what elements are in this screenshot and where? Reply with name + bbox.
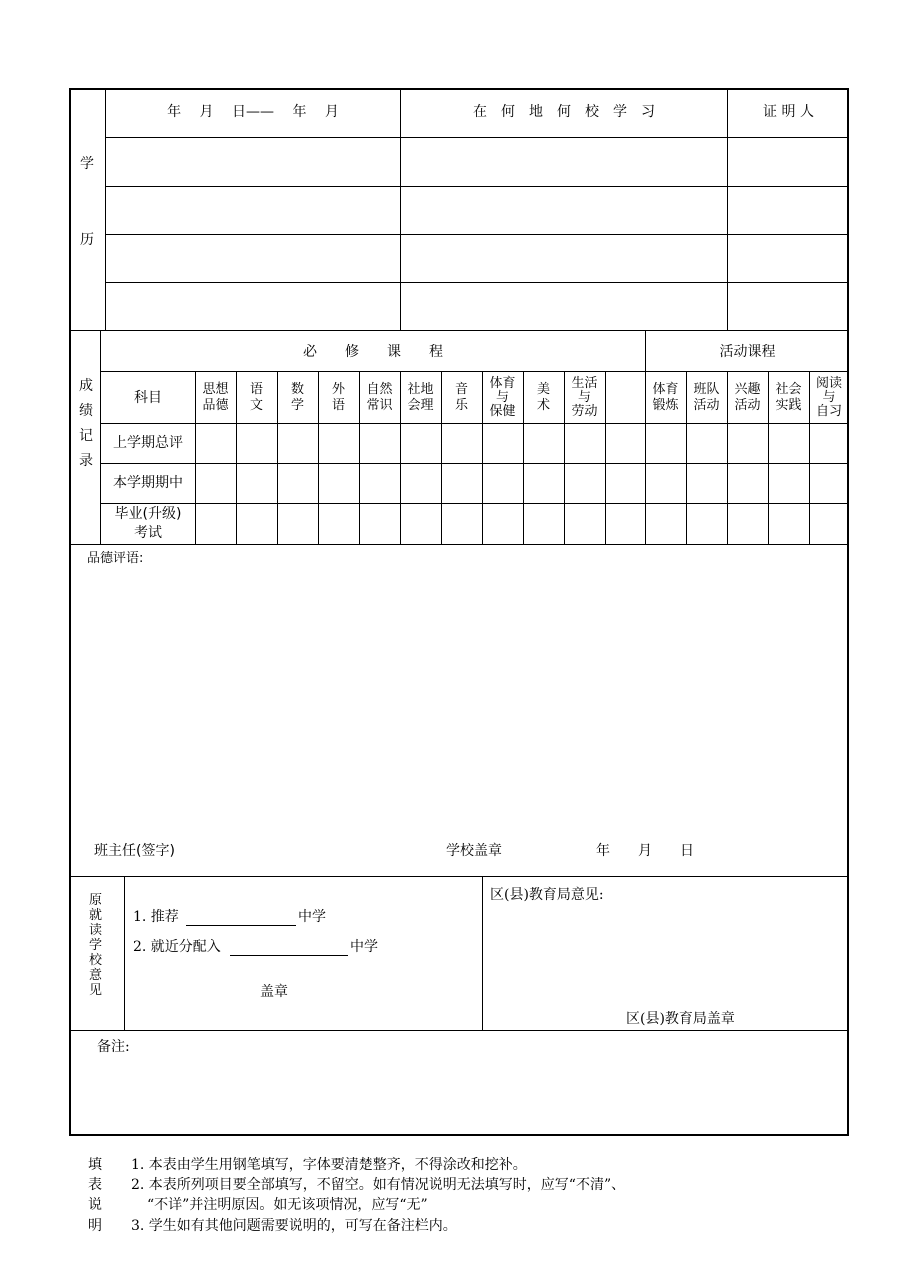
teacher-signature-label: 班主任(签字) [94, 843, 175, 859]
edu-col-divider-1 [400, 88, 401, 331]
subject-header-line: 语 [331, 397, 345, 413]
subject-header-line: 数 [290, 381, 304, 397]
grades-row-line-2 [100, 503, 849, 504]
subject-header-line: 阅读 [815, 375, 842, 391]
activity-courses-header: 活动课程 [719, 344, 776, 360]
subject-header-line: 班队 [693, 381, 720, 397]
school-opinion-side-char: 读 [89, 923, 103, 938]
edu-side-label-2: 历 [80, 232, 94, 248]
subject-header-line: 语 [249, 381, 263, 397]
comment-bottom-line [69, 876, 849, 877]
subject-header-line: 与 [822, 389, 836, 405]
subject-header-line: 乐 [454, 397, 468, 413]
instruction-line-4: 3. 学生如有其他问题需要说明的，可写在备注栏内。 [131, 1218, 457, 1234]
subject-header-line: 会理 [407, 397, 434, 413]
subject-header-line: 锻炼 [652, 397, 679, 413]
school-opinion-side-char: 见 [89, 983, 103, 998]
subject-header [277, 382, 318, 414]
edu-col-divider-2 [727, 88, 728, 331]
subject-header [359, 382, 400, 414]
activity-header [645, 382, 686, 414]
subject-header-line: 劳动 [571, 403, 598, 419]
subject-header-line: 常识 [366, 397, 393, 413]
required-courses-header: 必 修 课 程 [303, 344, 443, 360]
opinion-left-divider [124, 876, 125, 1031]
subject-header-line: 文 [249, 397, 263, 413]
subject-header-line: 与 [577, 389, 591, 405]
school-seal-label: 学校盖章 [446, 843, 502, 859]
form-frame [69, 88, 849, 1136]
opinion-mid-divider [482, 876, 483, 1031]
subject-header-line: 自习 [815, 403, 842, 419]
school-opinion-side-char: 就 [89, 908, 103, 923]
subject-header-line: 活动 [734, 397, 761, 413]
subject-header [400, 382, 441, 414]
assign-blank[interactable] [230, 955, 348, 956]
subject-header-line: 保健 [489, 403, 516, 419]
subject-header [195, 382, 236, 414]
subject-header-line: 品德 [202, 397, 229, 413]
assign-prefix: 2. 就近分配入 [133, 939, 221, 955]
opinion-bottom-line [69, 1030, 849, 1031]
activity-header [727, 382, 768, 414]
subject-header-line: 术 [536, 397, 550, 413]
remarks-label: 备注: [97, 1039, 130, 1055]
subject-header-line: 自然 [366, 381, 393, 397]
subject-header-line: 音 [454, 381, 468, 397]
bureau-opinion-label: 区(县)教育局意见: [490, 887, 604, 903]
subject-header [564, 377, 605, 419]
subject-header-line: 社会 [775, 381, 802, 397]
subject-header-line: 兴趣 [734, 381, 761, 397]
activity-header [809, 377, 849, 419]
grades-activity-divider [645, 330, 646, 545]
grades-side-label-3: 记 [79, 428, 93, 444]
subject-header [236, 382, 277, 414]
grades-side-label-1: 成 [79, 378, 93, 394]
subject-header-line: 实践 [775, 397, 802, 413]
subject-header [482, 377, 523, 419]
edu-row-line-2 [105, 186, 849, 187]
comment-label: 品德评语: [87, 551, 144, 566]
row-label-graduation: 毕业(升级) [114, 506, 182, 522]
subject-header [318, 382, 359, 414]
grades-side-label-2: 绩 [79, 403, 93, 419]
instructions-side-2: 表 [88, 1177, 102, 1193]
school-opinion-side-char: 校 [89, 953, 103, 968]
subject-header-line: 美 [536, 381, 550, 397]
subject-header-line: 活动 [693, 397, 720, 413]
school-opinion-side-char: 原 [89, 893, 103, 908]
grades-bottom-line [69, 544, 849, 545]
edu-header-witness: 证 明 人 [763, 104, 814, 120]
instructions-side-3: 说 [88, 1197, 102, 1213]
subject-header-line: 外 [331, 381, 345, 397]
subject-header-line: 思想 [202, 381, 229, 397]
instruction-line-1: 1. 本表由学生用钢笔填写，字体要清楚整齐，不得涂改和挖补。 [131, 1157, 527, 1173]
grades-side-label-4: 录 [79, 453, 93, 469]
recommend-suffix: 中学 [298, 909, 326, 925]
school-opinion-side-char: 意 [89, 968, 103, 983]
grades-subject-line [100, 423, 849, 424]
school-opinion-seal: 盖章 [260, 984, 288, 1000]
row-label-exam: 考试 [134, 525, 162, 541]
recommend-prefix: 1. 推荐 [133, 909, 179, 925]
instructions-side-4: 明 [88, 1218, 102, 1234]
edu-bottom-line [69, 330, 849, 331]
recommend-blank[interactable] [186, 925, 296, 926]
subject-header-line: 体育 [652, 381, 679, 397]
subject-header-line: 社地 [407, 381, 434, 397]
subject-label: 科目 [134, 390, 162, 406]
subject-header-line: 生活 [571, 375, 598, 391]
school-opinion-side-char: 学 [89, 938, 103, 953]
row-label-last-term: 上学期总评 [113, 435, 183, 451]
activity-header [768, 382, 809, 414]
bureau-seal-label: 区(县)教育局盖章 [626, 1011, 735, 1027]
subject-header [523, 382, 564, 414]
grade-col-line [605, 371, 606, 545]
activity-header [686, 382, 727, 414]
assign-suffix: 中学 [350, 939, 378, 955]
grades-header-line [100, 371, 849, 372]
instructions-side-1: 填 [88, 1157, 102, 1173]
instruction-line-2: 2. 本表所列项目要全部填写，不留空。如有情况说明无法填写时，应写“不清”、 [131, 1177, 626, 1193]
subject-header [441, 382, 482, 414]
edu-row-line-3 [105, 234, 849, 235]
row-label-mid-term: 本学期期中 [113, 475, 183, 491]
comment-date-label: 年 月 日 [596, 843, 694, 859]
edu-row-line-1 [105, 137, 849, 138]
subject-header-line: 与 [495, 389, 509, 405]
instruction-line-3: “不详”并注明原因。如无该项情况，应写“无” [147, 1197, 428, 1213]
edu-side-label-1: 学 [80, 156, 94, 172]
edu-row-line-4 [105, 282, 849, 283]
edu-header-dates: 年 月 日—— 年 月 [167, 104, 339, 120]
subject-header-line: 体育 [489, 375, 516, 391]
grades-row-line-1 [100, 463, 849, 464]
edu-header-where: 在 何 地 何 校 学 习 [473, 104, 655, 120]
edu-left-divider [105, 88, 106, 331]
subject-header-line: 学 [290, 397, 304, 413]
